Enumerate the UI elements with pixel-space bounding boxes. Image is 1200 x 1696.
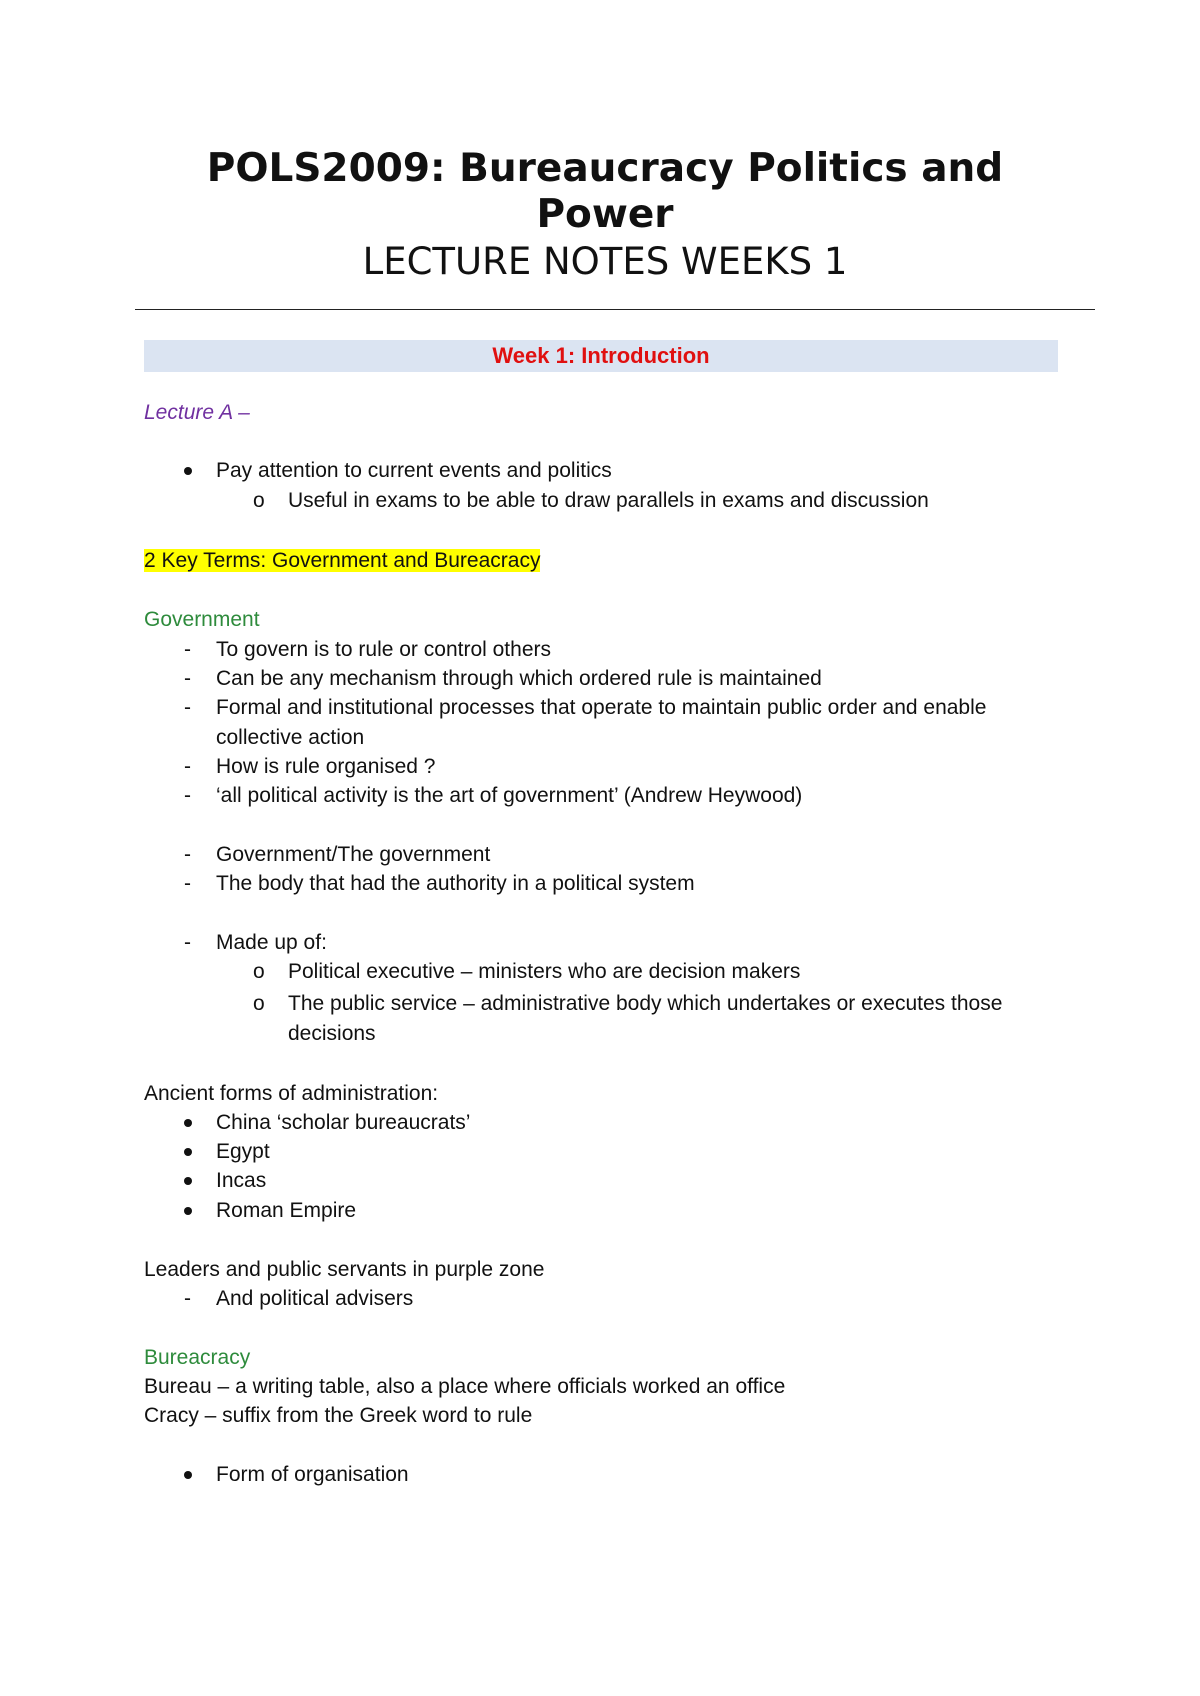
dash-icon: -: [184, 1287, 191, 1310]
sub-bullet-icon: o: [253, 489, 265, 512]
dash-icon: -: [184, 784, 191, 807]
ancient-item: Roman Empire: [216, 1199, 357, 1222]
government-item: Formal and institutional processes that operate to maintain public order and enable: [216, 696, 987, 719]
ancient-item: China ‘scholar bureaucrats’: [216, 1111, 471, 1134]
bullet-icon: [184, 1471, 192, 1479]
bureau-definition: Bureau – a writing table, also a place where officials worked an office: [144, 1375, 786, 1398]
government-item: How is rule organised ?: [216, 755, 436, 778]
bullet-icon: [184, 1119, 192, 1127]
ancient-item: Egypt: [216, 1140, 270, 1163]
bullet-icon: [184, 1148, 192, 1156]
key-terms-heading: [144, 548, 540, 574]
dash-icon: -: [184, 843, 191, 866]
leaders-sub: And political advisers: [216, 1287, 414, 1310]
leaders-line: Leaders and public servants in purple zone: [144, 1258, 545, 1281]
intro-bullet-text: Pay attention to current events and politics: [216, 459, 612, 482]
ancient-item: Incas: [216, 1169, 267, 1192]
doc-title-line1: POLS2009: Bureaucracy Politics and: [206, 146, 1004, 191]
made-up-item: The public service – administrative body which undertakes or executes those: [288, 992, 1003, 1015]
doc-subtitle: LECTURE NOTES WEEKS 1: [362, 240, 848, 283]
government-item: Can be any mechanism through which ordered rule is maintained: [216, 667, 822, 690]
dash-icon: -: [184, 696, 191, 719]
dash-icon: -: [184, 638, 191, 661]
ancient-heading: Ancient forms of administration:: [144, 1082, 439, 1105]
bureacracy-bullet: Form of organisation: [216, 1463, 409, 1486]
week-banner: Week 1: Introduction: [144, 340, 1058, 372]
bullet-icon: [184, 1207, 192, 1215]
made-up-item: Political executive – ministers who are decision makers: [288, 960, 801, 983]
lecture-label: Lecture A –: [144, 401, 250, 424]
government-item: The body that had the authority in a political system: [216, 872, 695, 895]
sub-bullet-icon: o: [253, 960, 265, 983]
bullet-icon: [184, 467, 192, 475]
government-item-continued: collective action: [216, 726, 365, 749]
dash-icon: -: [184, 931, 191, 954]
dash-icon: -: [184, 667, 191, 690]
horizontal-rule: [135, 309, 1095, 310]
government-heading: Government: [144, 608, 260, 631]
government-item: ‘all political activity is the art of government’ (Andrew Heywood): [216, 784, 803, 807]
doc-title-line2: Power: [536, 192, 674, 237]
government-item: To govern is to rule or control others: [216, 638, 551, 661]
dash-icon: -: [184, 755, 191, 778]
cracy-definition: Cracy – suffix from the Greek word to rule: [144, 1404, 533, 1427]
bureacracy-heading: Bureacracy: [144, 1346, 251, 1369]
bullet-icon: [184, 1177, 192, 1185]
sub-bullet-icon: o: [253, 992, 265, 1015]
government-item: Made up of:: [216, 931, 327, 954]
key-terms-highlight: 2 Key Terms: Government and Bureacracy: [144, 549, 541, 572]
dash-icon: -: [184, 872, 191, 895]
intro-sub-text: Useful in exams to be able to draw parallels in exams and discussion: [288, 489, 929, 512]
government-item: Government/The government: [216, 843, 491, 866]
made-up-item-continued: decisions: [288, 1022, 376, 1045]
